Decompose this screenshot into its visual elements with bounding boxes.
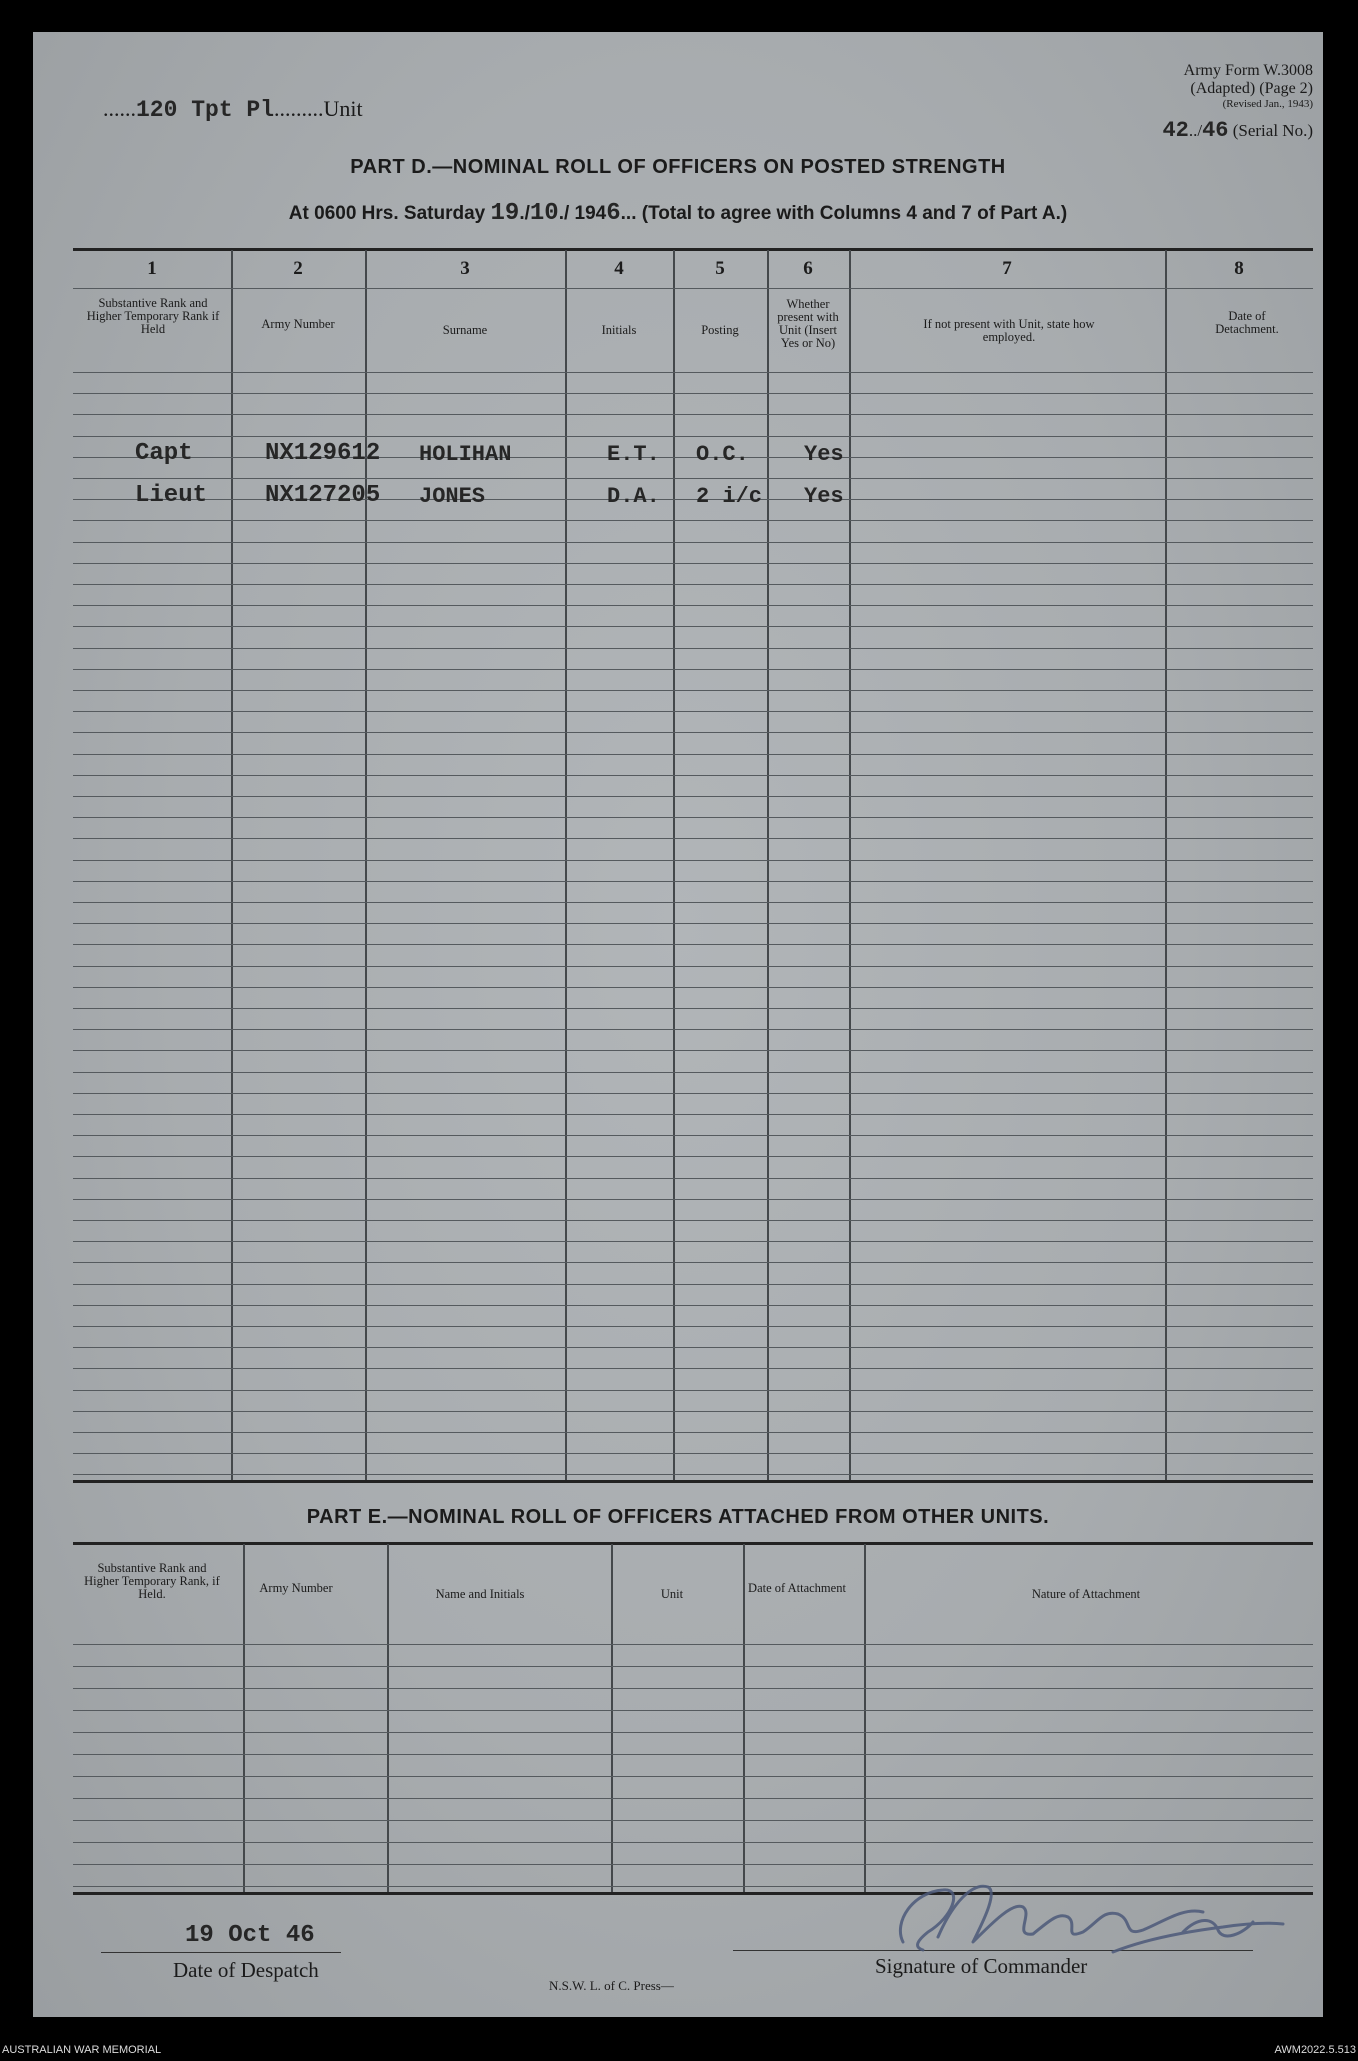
part-e-column-rule — [243, 1544, 245, 1892]
e-col-header-name: Name and Initials — [435, 1587, 525, 1601]
row2-present: Yes — [804, 484, 844, 509]
unit-line — [103, 96, 363, 123]
part-d-number-rule — [73, 288, 1313, 289]
part-d-row-rule — [73, 605, 1313, 606]
part-d-row-rule — [73, 626, 1313, 627]
e-col-header-unit: Unit — [660, 1587, 684, 1601]
serial-a: 42 — [1162, 118, 1189, 143]
col-number-7: 7 — [1002, 258, 1012, 279]
col-number-2: 2 — [293, 258, 303, 279]
part-d-row-rule — [73, 754, 1313, 755]
part-d-row-rule — [73, 1241, 1313, 1242]
part-e-title: PART E.—NOMINAL ROLL OF OFFICERS ATTACHED FROM OTHER UNITS. — [306, 1506, 1050, 1528]
despatch-date-label: Date of Despatch — [173, 1958, 319, 1982]
part-e-column-rule — [743, 1544, 745, 1892]
signature-label: Signature of Commander — [875, 1954, 1088, 1978]
form-adapted: (Adapted) (Page 2) — [1190, 80, 1313, 97]
part-e-row-rule — [73, 1710, 1313, 1711]
part-d-row-rule — [73, 1368, 1313, 1369]
col-header-how-employed: If not present with Unit, state how employed. — [923, 317, 1095, 344]
part-d-row-rule — [73, 520, 1313, 521]
total-text: (Total to agree with Columns 4 and 7 of Part A.) — [641, 203, 1068, 224]
row1-army-number: NX129612 — [265, 440, 381, 467]
row1-posting: O.C. — [696, 442, 749, 467]
row2-posting: 2 i/c — [696, 484, 763, 509]
part-d-column-rule — [231, 250, 233, 1480]
printer-imprint: N.S.W. L. of C. Press— — [549, 1978, 674, 1993]
part-e-row-rule — [73, 1754, 1313, 1755]
part-d-row-rule — [73, 1390, 1313, 1391]
e-col-header-nature: Nature of Attachment — [1031, 1587, 1141, 1601]
watermark-right: AWM2022.5.513 — [1274, 2044, 1356, 2056]
part-d-bottom-rule — [73, 1480, 1313, 1483]
part-d-row-rule — [73, 966, 1313, 967]
part-d-row-rule — [73, 1453, 1313, 1454]
part-e-row-rule — [73, 1644, 1313, 1645]
col-number-6: 6 — [803, 258, 813, 279]
col-number-5: 5 — [715, 258, 725, 279]
document-page — [33, 32, 1323, 2017]
part-e-row-rule — [73, 1798, 1313, 1799]
part-d-row-rule — [73, 711, 1313, 712]
part-d-top-rule — [73, 248, 1313, 251]
part-d-row-rule — [73, 944, 1313, 945]
part-d-row-rule — [73, 881, 1313, 882]
part-d-column-rule — [767, 250, 769, 1480]
col-number-1: 1 — [147, 258, 157, 279]
part-d-row-rule — [73, 1474, 1313, 1475]
col-number-4: 4 — [614, 258, 624, 279]
part-d-row-rule — [73, 987, 1313, 988]
part-d-row-rule — [73, 1262, 1313, 1263]
col-header-present: Whether present with Unit (Insert Yes or No) — [777, 297, 839, 350]
part-d-row-rule — [73, 1220, 1313, 1221]
part-d-row-rule — [73, 1050, 1313, 1051]
part-e-top-rule — [73, 1542, 1313, 1545]
serial-line: 42../46 (Serial No.) — [1162, 118, 1313, 143]
part-d-row-rule — [73, 1199, 1313, 1200]
part-d-row-rule — [73, 457, 1313, 458]
part-e-row-rule — [73, 1776, 1313, 1777]
unit-prefix-dots: ...... — [103, 96, 136, 121]
part-d-column-rule — [565, 250, 567, 1480]
row1-surname: HOLIHAN — [419, 442, 512, 467]
part-d-row-rule — [73, 1072, 1313, 1073]
e-col-header-army-number: Army Number — [259, 1581, 333, 1595]
part-d-row-rule — [73, 1156, 1313, 1157]
part-d-row-rule — [73, 1305, 1313, 1306]
form-revised: (Revised Jan., 1943) — [1222, 98, 1313, 110]
part-d-row-rule — [73, 499, 1313, 500]
row2-initials: D.A. — [607, 484, 660, 509]
serial-label: (Serial No.) — [1232, 121, 1313, 140]
part-d-row-rule — [73, 775, 1313, 776]
part-d-row-rule — [73, 542, 1313, 543]
part-d-row-rule — [73, 1326, 1313, 1327]
part-d-row-rule — [73, 1178, 1313, 1179]
date-year-suffix: 6 — [606, 200, 621, 227]
form-number: Army Form W.3008 — [1183, 62, 1313, 79]
part-e-row-rule — [73, 1732, 1313, 1733]
part-d-row-rule — [73, 902, 1313, 903]
e-col-header-attachment-date: Date of Attachment — [748, 1581, 846, 1595]
part-e-row-rule — [73, 1842, 1313, 1843]
part-d-row-rule — [73, 1432, 1313, 1433]
serial-b: 46 — [1202, 118, 1229, 143]
col-number-3: 3 — [460, 258, 470, 279]
row1-present: Yes — [804, 442, 844, 467]
unit-dots: ......... — [274, 96, 324, 121]
col-header-posting: Posting — [701, 323, 739, 337]
e-col-header-rank: Substantive Rank and Higher Temporary Rank, if Held. — [84, 1561, 220, 1601]
part-d-row-rule — [73, 478, 1313, 479]
col-header-rank: Substantive Rank and Higher Temporary Rank if Held — [86, 296, 220, 336]
part-d-title: PART D.—NOMINAL ROLL OF OFFICERS ON POSTED STRENGTH — [350, 156, 1006, 178]
part-d-row-rule — [73, 923, 1313, 924]
despatch-date-line — [101, 1952, 341, 1953]
row1-rank: Capt — [135, 440, 193, 467]
part-d-row-rule — [73, 860, 1313, 861]
watermark-left: AUSTRALIAN WAR MEMORIAL — [2, 2044, 162, 2056]
part-d-column-rule — [365, 250, 367, 1480]
part-d-row-rule — [73, 1008, 1313, 1009]
unit-value: 120 Tpt Pl — [136, 97, 275, 123]
part-d-row-rule — [73, 669, 1313, 670]
part-d-row-rule — [73, 648, 1313, 649]
row2-surname: JONES — [419, 484, 486, 509]
part-d-column-rule — [673, 250, 675, 1480]
col-header-army-number: Army Number — [261, 317, 335, 331]
date-year-prefix: 194 — [574, 203, 607, 224]
part-e-row-rule — [73, 1688, 1313, 1689]
unit-label: Unit — [323, 96, 363, 121]
col-header-detachment: Date of Detachment. — [1215, 309, 1279, 336]
part-d-column-rule — [849, 250, 851, 1480]
col-number-8: 8 — [1234, 258, 1244, 279]
part-d-row-rule — [73, 393, 1313, 394]
at-text: At 0600 Hrs. Saturday — [288, 203, 486, 224]
part-d-row-rule — [73, 1114, 1313, 1115]
part-d-date-line: At 0600 Hrs. Saturday 19./10./ 1946... (Total to agree with Columns 4 and 7 of Part A.) — [288, 200, 1068, 227]
part-d-row-rule — [73, 838, 1313, 839]
part-d-row-rule — [73, 1411, 1313, 1412]
part-d-row-rule — [73, 584, 1313, 585]
part-d-row-rule — [73, 1347, 1313, 1348]
part-d-row-rule — [73, 372, 1313, 373]
despatch-date-value: 19 Oct 46 — [185, 1922, 315, 1949]
date-month: 10 — [529, 200, 559, 227]
date-day: 19 — [490, 200, 520, 227]
part-d-row-rule — [73, 1093, 1313, 1094]
part-d-row-rule — [73, 563, 1313, 564]
form-designation — [1073, 62, 1313, 111]
part-d-row-rule — [73, 690, 1313, 691]
part-d-row-rule — [73, 796, 1313, 797]
row2-rank: Lieut — [135, 482, 208, 509]
part-d-row-rule — [73, 414, 1313, 415]
part-d-row-rule — [73, 817, 1313, 818]
row1-initials: E.T. — [607, 442, 660, 467]
row2-army-number: NX127205 — [265, 482, 381, 509]
part-d-row-rule — [73, 1029, 1313, 1030]
part-e-row-rule — [73, 1820, 1313, 1821]
part-d-row-rule — [73, 1284, 1313, 1285]
part-e-row-rule — [73, 1666, 1313, 1667]
part-d-row-rule — [73, 1135, 1313, 1136]
part-d-row-rule — [73, 732, 1313, 733]
col-header-surname: Surname — [442, 323, 488, 337]
part-d-column-rule — [1165, 250, 1167, 1480]
part-d-row-rule — [73, 436, 1313, 437]
col-header-initials: Initials — [601, 323, 637, 337]
